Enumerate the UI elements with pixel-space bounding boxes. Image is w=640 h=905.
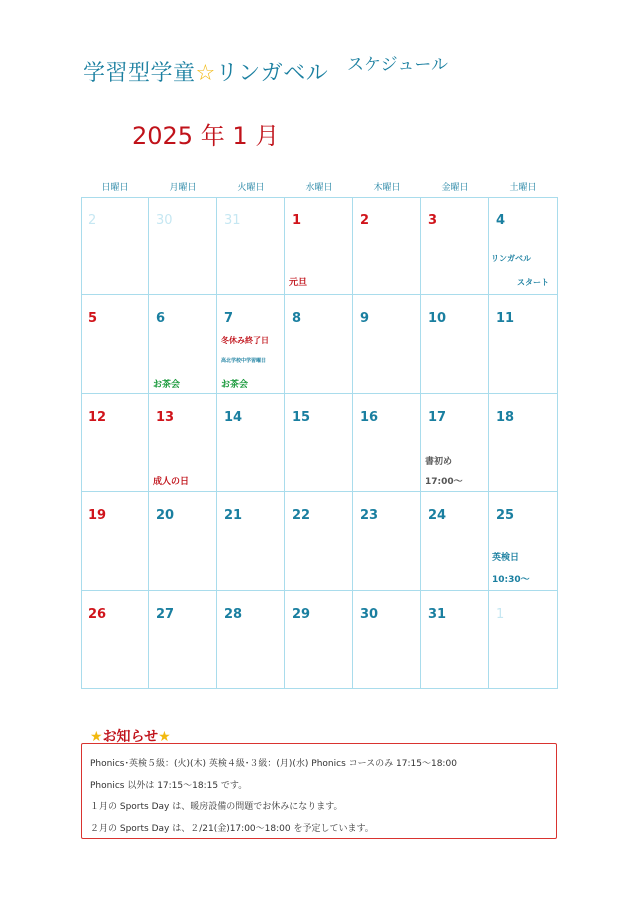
day-number: 12	[88, 409, 107, 425]
day-number: 30	[156, 213, 173, 228]
calendar-day-cell	[149, 394, 217, 492]
calendar-day-cell	[285, 492, 353, 590]
day-number: 22	[292, 508, 311, 524]
calendar-event: 17:00～	[425, 476, 463, 487]
calendar-day-cell	[149, 197, 217, 295]
calendar-day-cell	[489, 492, 558, 590]
calendar-day-cell	[217, 197, 285, 295]
calendar-day-cell	[217, 591, 285, 689]
calendar-day-cell	[81, 295, 149, 393]
calendar-event: お茶会	[221, 380, 249, 391]
day-number: 11	[496, 311, 515, 327]
day-number: 23	[360, 508, 379, 524]
day-number: 8	[292, 311, 302, 327]
star-icon: ☆	[195, 61, 216, 86]
calendar-event: 英検日	[492, 553, 520, 564]
weekday-label: 水曜日	[305, 183, 333, 193]
day-number: 17	[428, 409, 447, 425]
calendar-event: 冬休み終了日	[221, 336, 269, 346]
notice-line: １月の Sports Day は、暖房設備の問題でお休みになります。	[90, 802, 343, 812]
calendar-event: リンガベル	[491, 254, 531, 263]
day-number: 3	[428, 213, 438, 228]
calendar-day-cell	[353, 394, 421, 492]
day-number: 29	[292, 606, 311, 622]
day-number: 7	[224, 311, 234, 327]
day-number: 14	[224, 409, 243, 425]
calendar-day-cell	[489, 197, 558, 295]
weekday-label: 火曜日	[237, 183, 265, 193]
day-number: 24	[428, 508, 447, 524]
calendar-event: 成人の日	[153, 476, 190, 487]
day-number: 5	[88, 311, 98, 327]
day-number: 18	[496, 409, 515, 425]
title-text: 学習型学童	[83, 61, 196, 86]
calendar-day-cell	[285, 591, 353, 689]
calendar-event: 10:30～	[492, 575, 530, 586]
notice-title-text: お知らせ	[102, 729, 159, 745]
day-number: 25	[496, 508, 515, 524]
day-number: 1	[496, 606, 505, 622]
notice-line: Phonics･英検５級：(火)(木) 英検４級･３級：(月)(水) Phonics コースのみ 17:15～18:00	[90, 759, 457, 769]
calendar-day-cell	[217, 394, 285, 492]
calendar-day-cell	[353, 197, 421, 295]
calendar-day-cell	[149, 492, 217, 590]
weekday-label: 土曜日	[509, 183, 537, 193]
day-number: 16	[360, 409, 379, 425]
day-number: 9	[360, 311, 370, 327]
calendar-day-cell	[489, 394, 558, 492]
page-subtitle: スケジュール	[347, 55, 448, 75]
calendar-day-cell	[353, 295, 421, 393]
calendar-day-cell	[217, 492, 285, 590]
calendar-day-cell	[285, 394, 353, 492]
day-number: 10	[428, 311, 447, 327]
calendar-event: 高北学校中学習曜日	[221, 358, 267, 365]
calendar-day-cell	[81, 394, 149, 492]
page-title	[83, 56, 328, 87]
notice-line: Phonics 以外は 17:15～18:15 です。	[90, 781, 248, 791]
title-suffix: リンガベル	[215, 61, 329, 86]
calendar-day-cell	[81, 591, 149, 689]
calendar-event: スタート	[517, 278, 549, 287]
day-number: 19	[88, 508, 107, 524]
calendar-day-cell	[421, 295, 489, 393]
calendar-day-cell	[149, 295, 217, 393]
weekday-label: 木曜日	[373, 183, 401, 193]
day-number: 6	[156, 311, 166, 327]
day-number: 31	[224, 213, 241, 228]
calendar-day-cell	[81, 197, 149, 295]
notice-line: ２月の Sports Day は、２/21(金)17:00～18:00 を予定しています。	[90, 824, 374, 834]
calendar-day-cell	[149, 591, 217, 689]
weekday-label: 日曜日	[101, 183, 129, 193]
calendar-event: 書初め	[425, 456, 453, 467]
day-number: 26	[88, 606, 107, 622]
day-number: 30	[360, 606, 379, 622]
day-number: 31	[428, 606, 447, 622]
calendar-day-cell	[421, 197, 489, 295]
day-number: 1	[292, 213, 302, 228]
calendar-day-cell	[421, 394, 489, 492]
day-number: 27	[156, 606, 175, 622]
calendar-grid	[81, 197, 557, 689]
notice-box	[81, 743, 557, 839]
star-icon: ★	[90, 729, 103, 745]
day-number: 13	[156, 409, 175, 425]
calendar-event: お茶会	[153, 380, 181, 391]
month-title: 2025 年 1 月	[132, 122, 280, 150]
day-number: 15	[292, 409, 311, 425]
calendar-day-cell	[489, 591, 558, 689]
calendar-day-cell	[217, 295, 285, 393]
calendar-event: 元旦	[289, 278, 308, 288]
calendar-day-cell	[421, 492, 489, 590]
day-number: 28	[224, 606, 243, 622]
weekday-label: 金曜日	[441, 183, 469, 193]
calendar-day-cell	[285, 295, 353, 393]
calendar-day-cell	[285, 197, 353, 295]
day-number: 20	[156, 508, 175, 524]
day-number: 21	[224, 508, 243, 524]
calendar-day-cell	[489, 295, 558, 393]
calendar-day-cell	[353, 492, 421, 590]
calendar-day-cell	[81, 492, 149, 590]
day-number: 2	[88, 213, 97, 228]
star-icon: ★	[158, 729, 171, 745]
weekday-label: 月曜日	[169, 183, 197, 193]
calendar-day-cell	[353, 591, 421, 689]
day-number: 2	[360, 213, 370, 228]
day-number: 4	[496, 213, 506, 228]
weekday-header	[81, 180, 557, 196]
calendar-day-cell	[421, 591, 489, 689]
